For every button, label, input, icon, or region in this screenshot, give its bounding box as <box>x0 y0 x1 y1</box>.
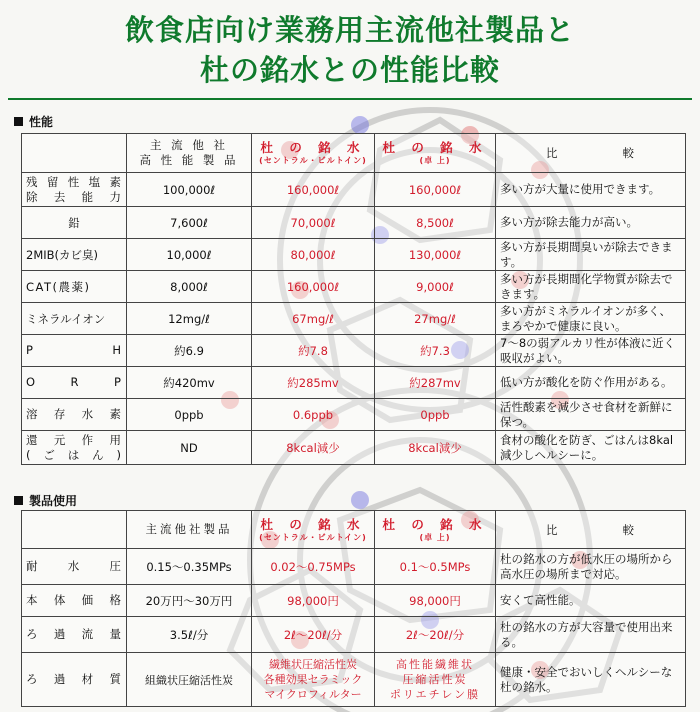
row-label: 溶存水素 <box>22 399 127 431</box>
competitor-value: 20万円〜30万円 <box>127 585 252 617</box>
header-product-central-sub: (セントラル・ビルトイン) <box>259 156 367 165</box>
product-tabletop-value-line: 高性能繊維状 <box>396 658 474 671</box>
product-central-value-line: 各種効果セラミック <box>263 673 363 686</box>
header-competitor-line1: 主 流 他 社 <box>150 138 228 152</box>
header-product-tabletop <box>375 511 496 549</box>
product-tabletop-value: 27mg/ℓ <box>375 303 496 335</box>
table-row <box>22 303 686 335</box>
competitor-value: 約420mv <box>127 367 252 399</box>
comparison-note: 7～8の弱アルカリ性が体液に近く吸収がよい。 <box>496 335 686 367</box>
product-tabletop-value: 8,500ℓ <box>375 207 496 239</box>
product-tabletop-value: 98,000円 <box>375 585 496 617</box>
product-central-value: 160,000ℓ <box>252 173 375 207</box>
competitor-value: 12mg/ℓ <box>127 303 252 335</box>
row-label: P H <box>22 335 127 367</box>
row-label-line1: 還元作用 <box>26 432 122 447</box>
product-central-value: 98,000円 <box>252 585 375 617</box>
header-competitor-line2: 高 性 能 製 品 <box>139 153 239 167</box>
competitor-value: 約6.9 <box>127 335 252 367</box>
competitor-value: 7,600ℓ <box>127 207 252 239</box>
square-bullet-icon <box>14 117 23 126</box>
product-tabletop-value: 0.1〜0.5MPs <box>375 549 496 585</box>
row-label-line2: 除去能力 <box>26 189 122 204</box>
product-tabletop-value: 8kcal減少 <box>375 431 496 465</box>
competitor-value: 100,000ℓ <box>127 173 252 207</box>
product-tabletop-value: 9,000ℓ <box>375 271 496 303</box>
competitor-value: ND <box>127 431 252 465</box>
header-competitor: 主流他社製品 <box>127 511 252 549</box>
row-label: ろ過流量 <box>22 617 127 653</box>
competitor-value: 10,000ℓ <box>127 239 252 271</box>
product-tabletop-value: 0ppb <box>375 399 496 431</box>
product-central-value: 0.6ppb <box>252 399 375 431</box>
header-comparison <box>496 134 686 173</box>
product-tabletop-value: 約7.3 <box>375 335 496 367</box>
row-label <box>22 431 127 465</box>
product-central-value: 67mg/ℓ <box>252 303 375 335</box>
table-row <box>22 207 686 239</box>
product-central-value: 8kcal減少 <box>252 431 375 465</box>
product-central-value: 約7.8 <box>252 335 375 367</box>
product-central-value: 約285mv <box>252 367 375 399</box>
section-heading-product-use <box>14 492 77 509</box>
product-tabletop-value-line: ポリエチレン膜 <box>389 688 481 701</box>
row-label-line1: 残留性塩素 <box>26 174 122 189</box>
competitor-value: 0.15〜0.35MPs <box>127 549 252 585</box>
comparison-note: 多い方が大量に使用できます。 <box>496 173 686 207</box>
comparison-note: 杜の銘水の方が低水圧の場所から高水圧の場所まで対応。 <box>496 549 686 585</box>
header-product-tabletop-name: 杜 の 銘 水 <box>382 140 488 155</box>
header-product-central-name: 杜 の 銘 水 <box>260 516 366 532</box>
competitor-value: 0ppb <box>127 399 252 431</box>
table-header-row <box>22 134 686 173</box>
performance-table <box>21 133 686 465</box>
row-label <box>22 173 127 207</box>
header-competitor <box>127 134 252 173</box>
table-row <box>22 653 686 707</box>
header-product-central <box>252 134 375 173</box>
header-product-tabletop <box>375 134 496 173</box>
comparison-note: 食材の酸化を防ぎ、ごはんは8kal減少しヘルシーに。 <box>496 431 686 465</box>
comparison-note: 健康・安全でおいしくヘルシーな杜の銘水。 <box>496 653 686 707</box>
row-label: 耐水圧 <box>22 549 127 585</box>
comparison-note: 多い方がミネラルイオンが多く、まろやかで健康に良い。 <box>496 303 686 335</box>
product-central-value-line: マイクロフィルター <box>264 688 362 701</box>
product-central-value <box>252 653 375 707</box>
title-line-1: 飲食店向け業務用主流他社製品と <box>124 13 575 47</box>
table-row <box>22 239 686 271</box>
competitor-value: 8,000ℓ <box>127 271 252 303</box>
product-central-value: 0.02〜0.75MPs <box>252 549 375 585</box>
product-tabletop-value-line: 圧縮活性炭 <box>402 673 468 686</box>
table-row <box>22 617 686 653</box>
product-tabletop-value: 130,000ℓ <box>375 239 496 271</box>
comparison-note: 多い方が長期間化学物質が除去できます。 <box>496 271 686 303</box>
product-central-value: 2ℓ〜20ℓ/分 <box>252 617 375 653</box>
section-heading-performance <box>14 113 53 130</box>
header-product-central-name: 杜 の 銘 水 <box>260 140 366 155</box>
row-label: O R P <box>22 367 127 399</box>
comparison-note: 低い方が酸化を防ぐ作用がある。 <box>496 367 686 399</box>
header-product-tabletop-name: 杜 の 銘 水 <box>382 516 488 532</box>
title-divider <box>8 98 692 100</box>
row-label: 本体価格 <box>22 585 127 617</box>
comparison-note: 杜の銘水の方が大容量で使用出来る。 <box>496 617 686 653</box>
row-label: CAT(農薬) <box>22 271 127 303</box>
header-empty-cell <box>22 134 127 173</box>
section-heading-label: 性能 <box>29 115 54 129</box>
product-use-table <box>21 510 686 707</box>
competitor-value: 組織状圧縮活性炭 <box>127 653 252 707</box>
comparison-note: 活性酸素を減少させ食材を新鮮に保つ。 <box>496 399 686 431</box>
table-row <box>22 367 686 399</box>
table-row <box>22 271 686 303</box>
header-compare-right: 較 <box>622 522 635 537</box>
product-tabletop-value: 160,000ℓ <box>375 173 496 207</box>
table-row <box>22 399 686 431</box>
header-product-tabletop-sub: (卓 上) <box>419 532 451 542</box>
product-central-value: 160,000ℓ <box>252 271 375 303</box>
table-row <box>22 173 686 207</box>
header-comparison <box>496 511 686 549</box>
square-bullet-icon <box>14 496 23 505</box>
product-central-value: 70,000ℓ <box>252 207 375 239</box>
comparison-note: 安くて高性能。 <box>496 585 686 617</box>
row-label: ろ過材質 <box>22 653 127 707</box>
page-title <box>0 10 700 90</box>
comparison-note: 多い方が長期間臭いが除去できます。 <box>496 239 686 271</box>
product-central-value: 80,000ℓ <box>252 239 375 271</box>
header-compare-right: 較 <box>622 146 635 160</box>
header-compare-left: 比 <box>546 522 559 537</box>
title-line-2: 杜の銘水との性能比較 <box>199 53 500 87</box>
table-header-row <box>22 511 686 549</box>
product-tabletop-value <box>375 653 496 707</box>
competitor-value: 3.5ℓ/分 <box>127 617 252 653</box>
header-compare-left: 比 <box>546 146 559 160</box>
row-label: 鉛 <box>22 207 127 239</box>
product-tabletop-value: 約287mv <box>375 367 496 399</box>
row-label: ミネラルイオン <box>22 303 127 335</box>
header-product-central <box>252 511 375 549</box>
table-row <box>22 335 686 367</box>
row-label-line2: (ごはん) <box>26 447 122 462</box>
product-tabletop-value: 2ℓ〜20ℓ/分 <box>375 617 496 653</box>
header-product-central-sub: (セントラル・ビルトイン) <box>259 532 367 542</box>
header-product-tabletop-sub: (卓 上) <box>419 156 451 165</box>
product-central-value-line: 繊維状圧縮活性炭 <box>269 658 357 671</box>
table-row <box>22 431 686 465</box>
row-label: 2MIB(カビ臭) <box>22 239 127 271</box>
table-row <box>22 549 686 585</box>
header-empty-cell <box>22 511 127 549</box>
section-heading-label: 製品使用 <box>29 494 78 508</box>
comparison-note: 多い方が除去能力が高い。 <box>496 207 686 239</box>
table-row <box>22 585 686 617</box>
